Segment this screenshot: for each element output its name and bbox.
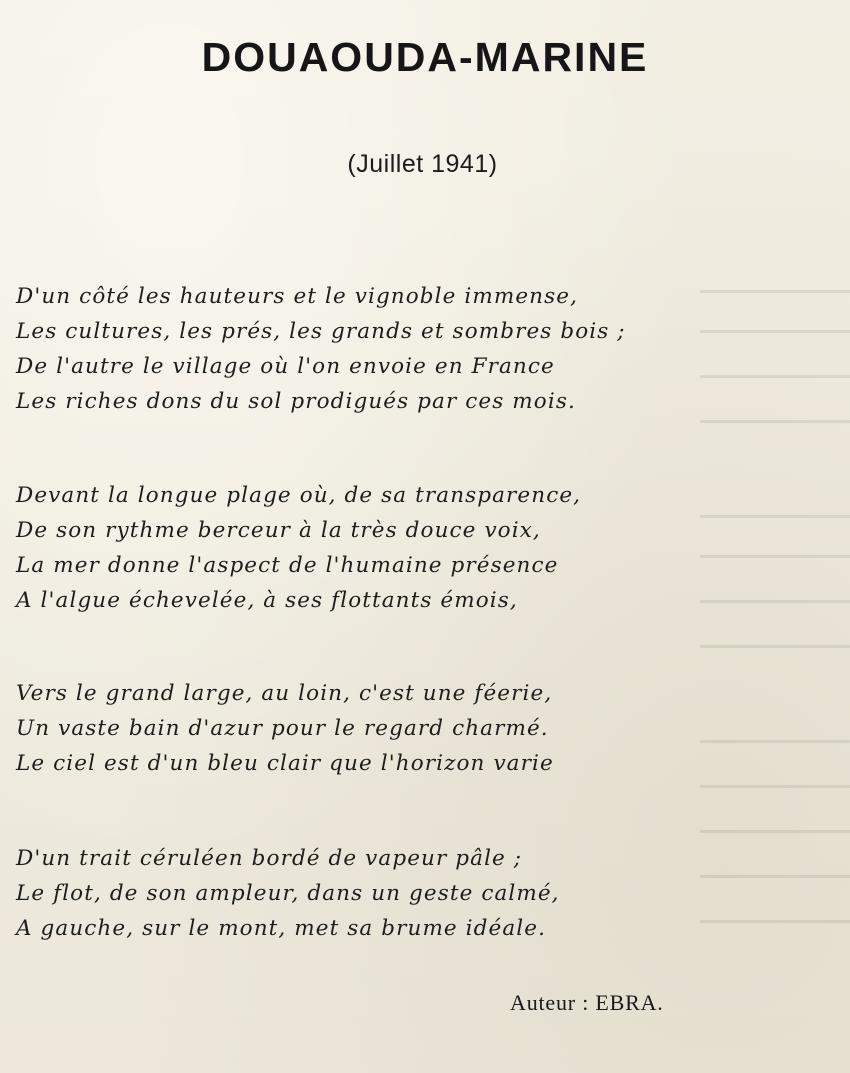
poem-line: D'un côté les hauteurs et le vignoble immense, (16, 284, 579, 309)
bleed-line (700, 515, 850, 518)
poem-date: (Juillet 1941) (347, 150, 498, 178)
bleed-line (700, 740, 850, 743)
stanza-1 (16, 279, 696, 419)
poem-line: A l'algue échevelée, à ses flottants émois, (16, 588, 518, 613)
poem-title: DOUAOUDA-MARINE (201, 34, 649, 80)
stanza-3 (16, 676, 696, 781)
bleed-line (700, 785, 850, 788)
bleed-line (700, 330, 850, 333)
poem-line: D'un trait céruléen bordé de vapeur pâle ; (16, 846, 523, 871)
poem-line: Le ciel est d'un bleu clair que l'horizon varie (16, 751, 554, 776)
poem-line: Les cultures, les prés, les grands et sombres bois ; (16, 319, 626, 344)
poem-line: A gauche, sur le mont, met sa brume idéale. (16, 916, 546, 941)
poem-line: De l'autre le village où l'on envoie en France (16, 354, 555, 379)
bleed-line (700, 290, 850, 293)
poem-line: La mer donne l'aspect de l'humaine présence (16, 553, 559, 578)
bleed-line (700, 830, 850, 833)
poem-line: Vers le grand large, au loin, c'est une féerie, (16, 681, 553, 706)
poem-line: Un vaste bain d'azur pour le regard charmé. (16, 716, 549, 741)
stanza-2 (16, 478, 696, 618)
poem-line: Le flot, de son ampleur, dans un geste calmé, (16, 881, 560, 906)
poem-line: Devant la longue plage où, de sa transparence, (16, 483, 582, 508)
bleed-line (700, 875, 850, 878)
bleed-line (700, 420, 850, 423)
verso-bleed-through (700, 250, 850, 950)
stanza-4 (16, 841, 696, 946)
bleed-line (700, 645, 850, 648)
bleed-line (700, 375, 850, 378)
poem-line: De son rythme berceur à la très douce voix, (16, 518, 541, 543)
author-signature: Auteur : EBRA. (510, 990, 664, 1015)
bleed-line (700, 555, 850, 558)
bleed-line (700, 920, 850, 923)
bleed-line (700, 600, 850, 603)
poem-line: Les riches dons du sol prodigués par ces mois. (16, 389, 576, 414)
